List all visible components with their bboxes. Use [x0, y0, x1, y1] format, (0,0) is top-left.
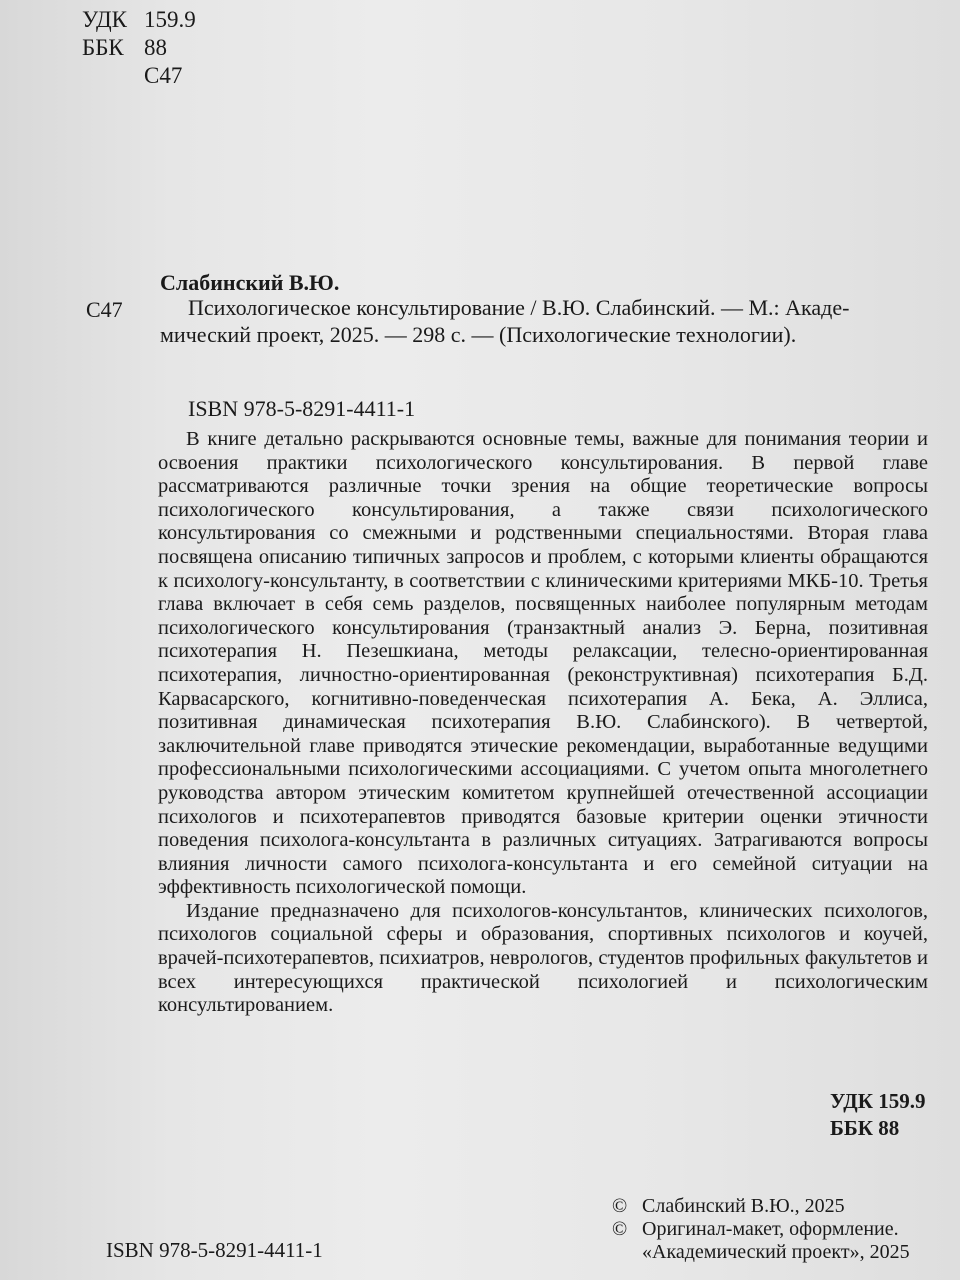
udk-value: 159.9 — [144, 7, 196, 32]
top-cutter: С47 — [144, 63, 183, 88]
isbn-bottom: ISBN 978-5-8291-4411-1 — [106, 1238, 323, 1262]
top-classification-codes — [82, 6, 196, 90]
biblio-line-1: Психологическое консультирование / В.Ю. Слабинский. — М.: Акаде- — [188, 295, 850, 320]
bottom-udk: УДК 159.9 — [830, 1089, 926, 1113]
record-cutter: С47 — [86, 297, 123, 322]
annotation-paragraph-1: В книге детально раскрываются основные темы, важные для понимания теории и освоения практики психологического консультирования. В первой главе рассматриваются различные точки зрения на общие теоретические вопросы психологического консультирования, а также связи психологического консультирования со смежными и родственными специальностями. Вторая глава посвящена описанию типичных запросов и проблем, с которыми клиенты обращаются к психологу-консультанту, в соответствии с клиническими критериями МКБ-10. Третья глава включает в себя семь разделов, посвященных наиболее популярным методам психологического консультирования (транзактный анализ Э. Берна, позитивная психотерапия Н. Пезешкиана, методы релаксации, телесно-ориентированная психотерапия, личностно-ориентированная (реконструктивная) психотерапия Б.Д. Карвасарского, когнитивно-поведенческая психотерапия А. Бека, А. Эллиса, позитивная динамическая психотерапия В.Ю. Слабинского). В четвертой, заключительной главе приводятся этические рекомендации, выработанные ведущими профессиональными психологическими ассоциациями. С учетом опыта многолетнего руководства автором этическим комитетом крупнейшей отечественной ассоциации психологов и психотерапевтов приводятся базовые критерии оценки этичности поведения психолога-консультанта в различных ситуациях. Затрагиваются вопросы влияния личности самого психолога-консультанта и его семейной ситуации на эффективность психологической помощи. — [158, 428, 928, 899]
bbk-value: 88 — [144, 35, 167, 60]
copyright-line-1: Слабинский В.Ю., 2025 — [642, 1195, 845, 1217]
copyright-line-3: «Академический проект», 2025 — [642, 1241, 910, 1263]
bottom-classification-codes — [830, 1088, 925, 1142]
bbk-label: ББК — [82, 35, 124, 60]
annotation-paragraph-2: Издание предназначено для психологов-консультантов, клинических психологов, психологов социальной сферы и образования, спортивных психологов и коучей, врачей-психотерапевтов, психиатров, неврологов, студентов профильных факультетов и всех интересующихся практической психологией и психологическим консультированием. — [158, 899, 928, 1017]
copyright-line-2: Оригинал-макет, оформление. — [642, 1218, 899, 1240]
isbn-main: ISBN 978-5-8291-4411-1 — [188, 396, 416, 421]
bibliographic-record — [160, 294, 928, 348]
author-name: Слабинский В.Ю. — [160, 270, 340, 295]
udk-label: УДК — [82, 7, 127, 32]
copyright-block — [612, 1195, 910, 1264]
bottom-bbk: ББК 88 — [830, 1116, 900, 1140]
annotation — [158, 428, 928, 1018]
copyright-symbol-2: © — [612, 1218, 628, 1240]
biblio-line-2: мический проект, 2025. — 298 с. — (Психологические технологии). — [160, 322, 797, 347]
copyright-symbol: © — [612, 1195, 628, 1217]
